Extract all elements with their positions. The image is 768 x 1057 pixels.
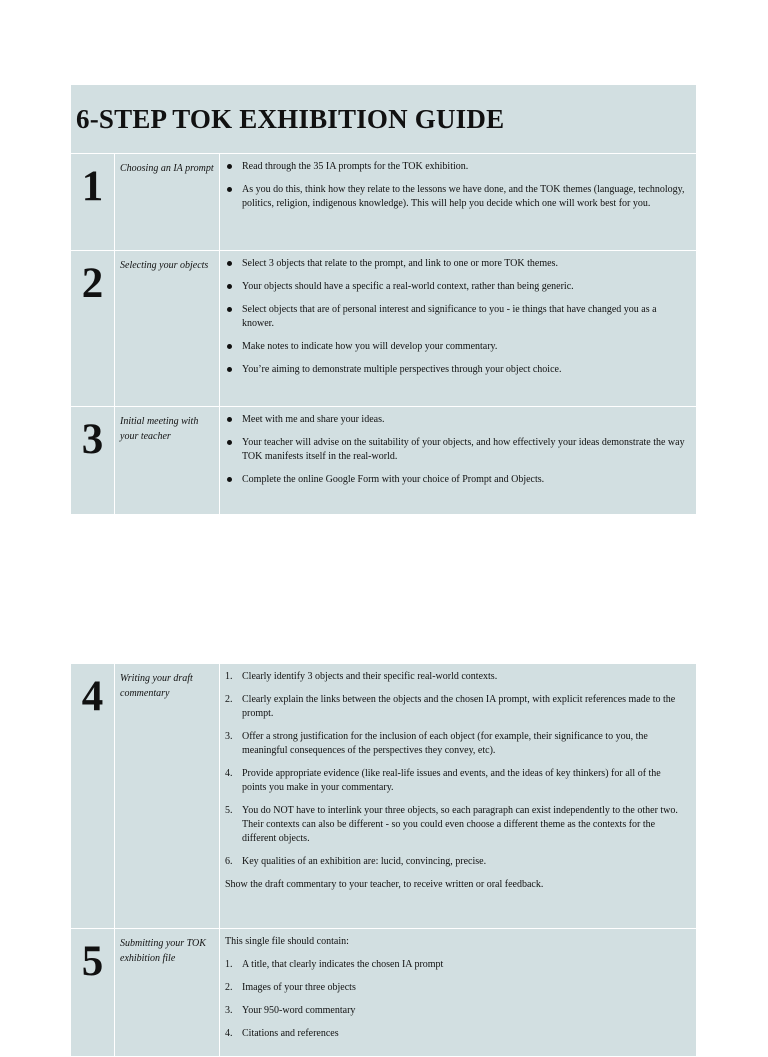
step-label: Initial meeting with your teacher	[120, 416, 199, 442]
step-footer-note: Show the draft commentary to your teacher, to receive written or oral feedback.	[225, 879, 544, 890]
list-item	[225, 958, 686, 972]
list-item-text: A title, that clearly indicates the chosen IA prompt	[242, 959, 444, 970]
list-item	[225, 981, 686, 995]
page-title: 6-STEP TOK EXHIBITION GUIDE	[76, 104, 505, 134]
step-numbered-list	[225, 958, 686, 1041]
step-label: Choosing an IA prompt	[120, 163, 214, 174]
list-marker: 2.	[225, 982, 233, 993]
list-item	[225, 1027, 686, 1041]
list-marker: 4.	[225, 768, 233, 779]
list-item: Meet with me and share your ideas.	[225, 413, 686, 427]
list-item-text: Provide appropriate evidence (like real-life issues and events, and the ideas of key thinkers) for all of the points you make in your commentary.	[242, 768, 661, 793]
guide-table-top	[70, 84, 697, 515]
step-row-3	[71, 407, 697, 515]
list-item: Select objects that are of personal interest and significance to you - ie things that have changed you as a knower.	[225, 303, 686, 331]
step-number: 2	[81, 260, 104, 307]
step-bullet-list	[225, 413, 686, 487]
step-bullet-list	[225, 160, 686, 211]
list-marker: 3.	[225, 731, 233, 742]
list-item: As you do this, think how they relate to the lessons we have done, and the TOK themes (language, technology, politics, religion, indigenous knowledge). This will help you decide which one will work best for you.	[225, 183, 686, 211]
list-item: Make notes to indicate how you will develop your commentary.	[225, 340, 686, 354]
step-numbered-list	[225, 670, 686, 869]
list-item	[225, 1004, 686, 1018]
step-bullet-list	[225, 257, 686, 377]
step-label: Selecting your objects	[120, 260, 209, 271]
step-row-2	[71, 251, 697, 407]
list-marker: 4.	[225, 1028, 233, 1039]
list-item	[225, 767, 686, 795]
list-item: Your teacher will advise on the suitability of your objects, and how effectively your ideas demonstrate the way TOK manifests itself in the real-world.	[225, 436, 686, 464]
list-marker: 2.	[225, 694, 233, 705]
step-label: Submitting your TOK exhibition file	[120, 938, 206, 964]
step-row-1	[71, 154, 697, 251]
list-item: You’re aiming to demonstrate multiple perspectives through your object choice.	[225, 363, 686, 377]
step-number: 5	[81, 938, 104, 985]
list-item-text: Citations and references	[242, 1028, 339, 1039]
step-row-5	[71, 929, 697, 1057]
list-item	[225, 670, 686, 684]
list-item	[225, 730, 686, 758]
list-item-text: Offer a strong justification for the inclusion of each object (for example, their significance to you, the meaningful consequences of the perspectives they convey, etc).	[242, 731, 648, 756]
list-item	[225, 804, 686, 846]
list-item-text: Your 950-word commentary	[242, 1005, 356, 1016]
guide-table-bottom	[70, 663, 697, 1057]
step-number: 1	[81, 163, 104, 210]
step-number: 4	[81, 673, 104, 720]
step-row-4	[71, 664, 697, 929]
list-item: Your objects should have a specific a real-world context, rather than being generic.	[225, 280, 686, 294]
list-item-text: Images of your three objects	[242, 982, 356, 993]
list-marker: 5.	[225, 805, 233, 816]
list-item: Complete the online Google Form with your choice of Prompt and Objects.	[225, 473, 686, 487]
title-cell	[71, 85, 697, 154]
step-intro: This single file should contain:	[225, 936, 349, 947]
list-marker: 6.	[225, 856, 233, 867]
list-item: Read through the 35 IA prompts for the TOK exhibition.	[225, 160, 686, 174]
list-marker: 1.	[225, 671, 233, 682]
list-item-text: You do NOT have to interlink your three objects, so each paragraph can exist independently to the other two. Their contexts can also be different - so you could even choose a different theme as the contexts for the different objects.	[242, 805, 678, 844]
list-item-text: Clearly explain the links between the objects and the chosen IA prompt, with explicit references made to the prompt.	[242, 694, 676, 719]
list-marker: 1.	[225, 959, 233, 970]
list-item: Select 3 objects that relate to the prompt, and link to one or more TOK themes.	[225, 257, 686, 271]
list-item-text: Clearly identify 3 objects and their specific real-world contexts.	[242, 671, 498, 682]
step-number: 3	[81, 416, 104, 463]
list-item-text: Key qualities of an exhibition are: lucid, convincing, precise.	[242, 856, 487, 867]
list-marker: 3.	[225, 1005, 233, 1016]
list-item	[225, 855, 686, 869]
step-label: Writing your draft commentary	[120, 673, 193, 699]
list-item	[225, 693, 686, 721]
